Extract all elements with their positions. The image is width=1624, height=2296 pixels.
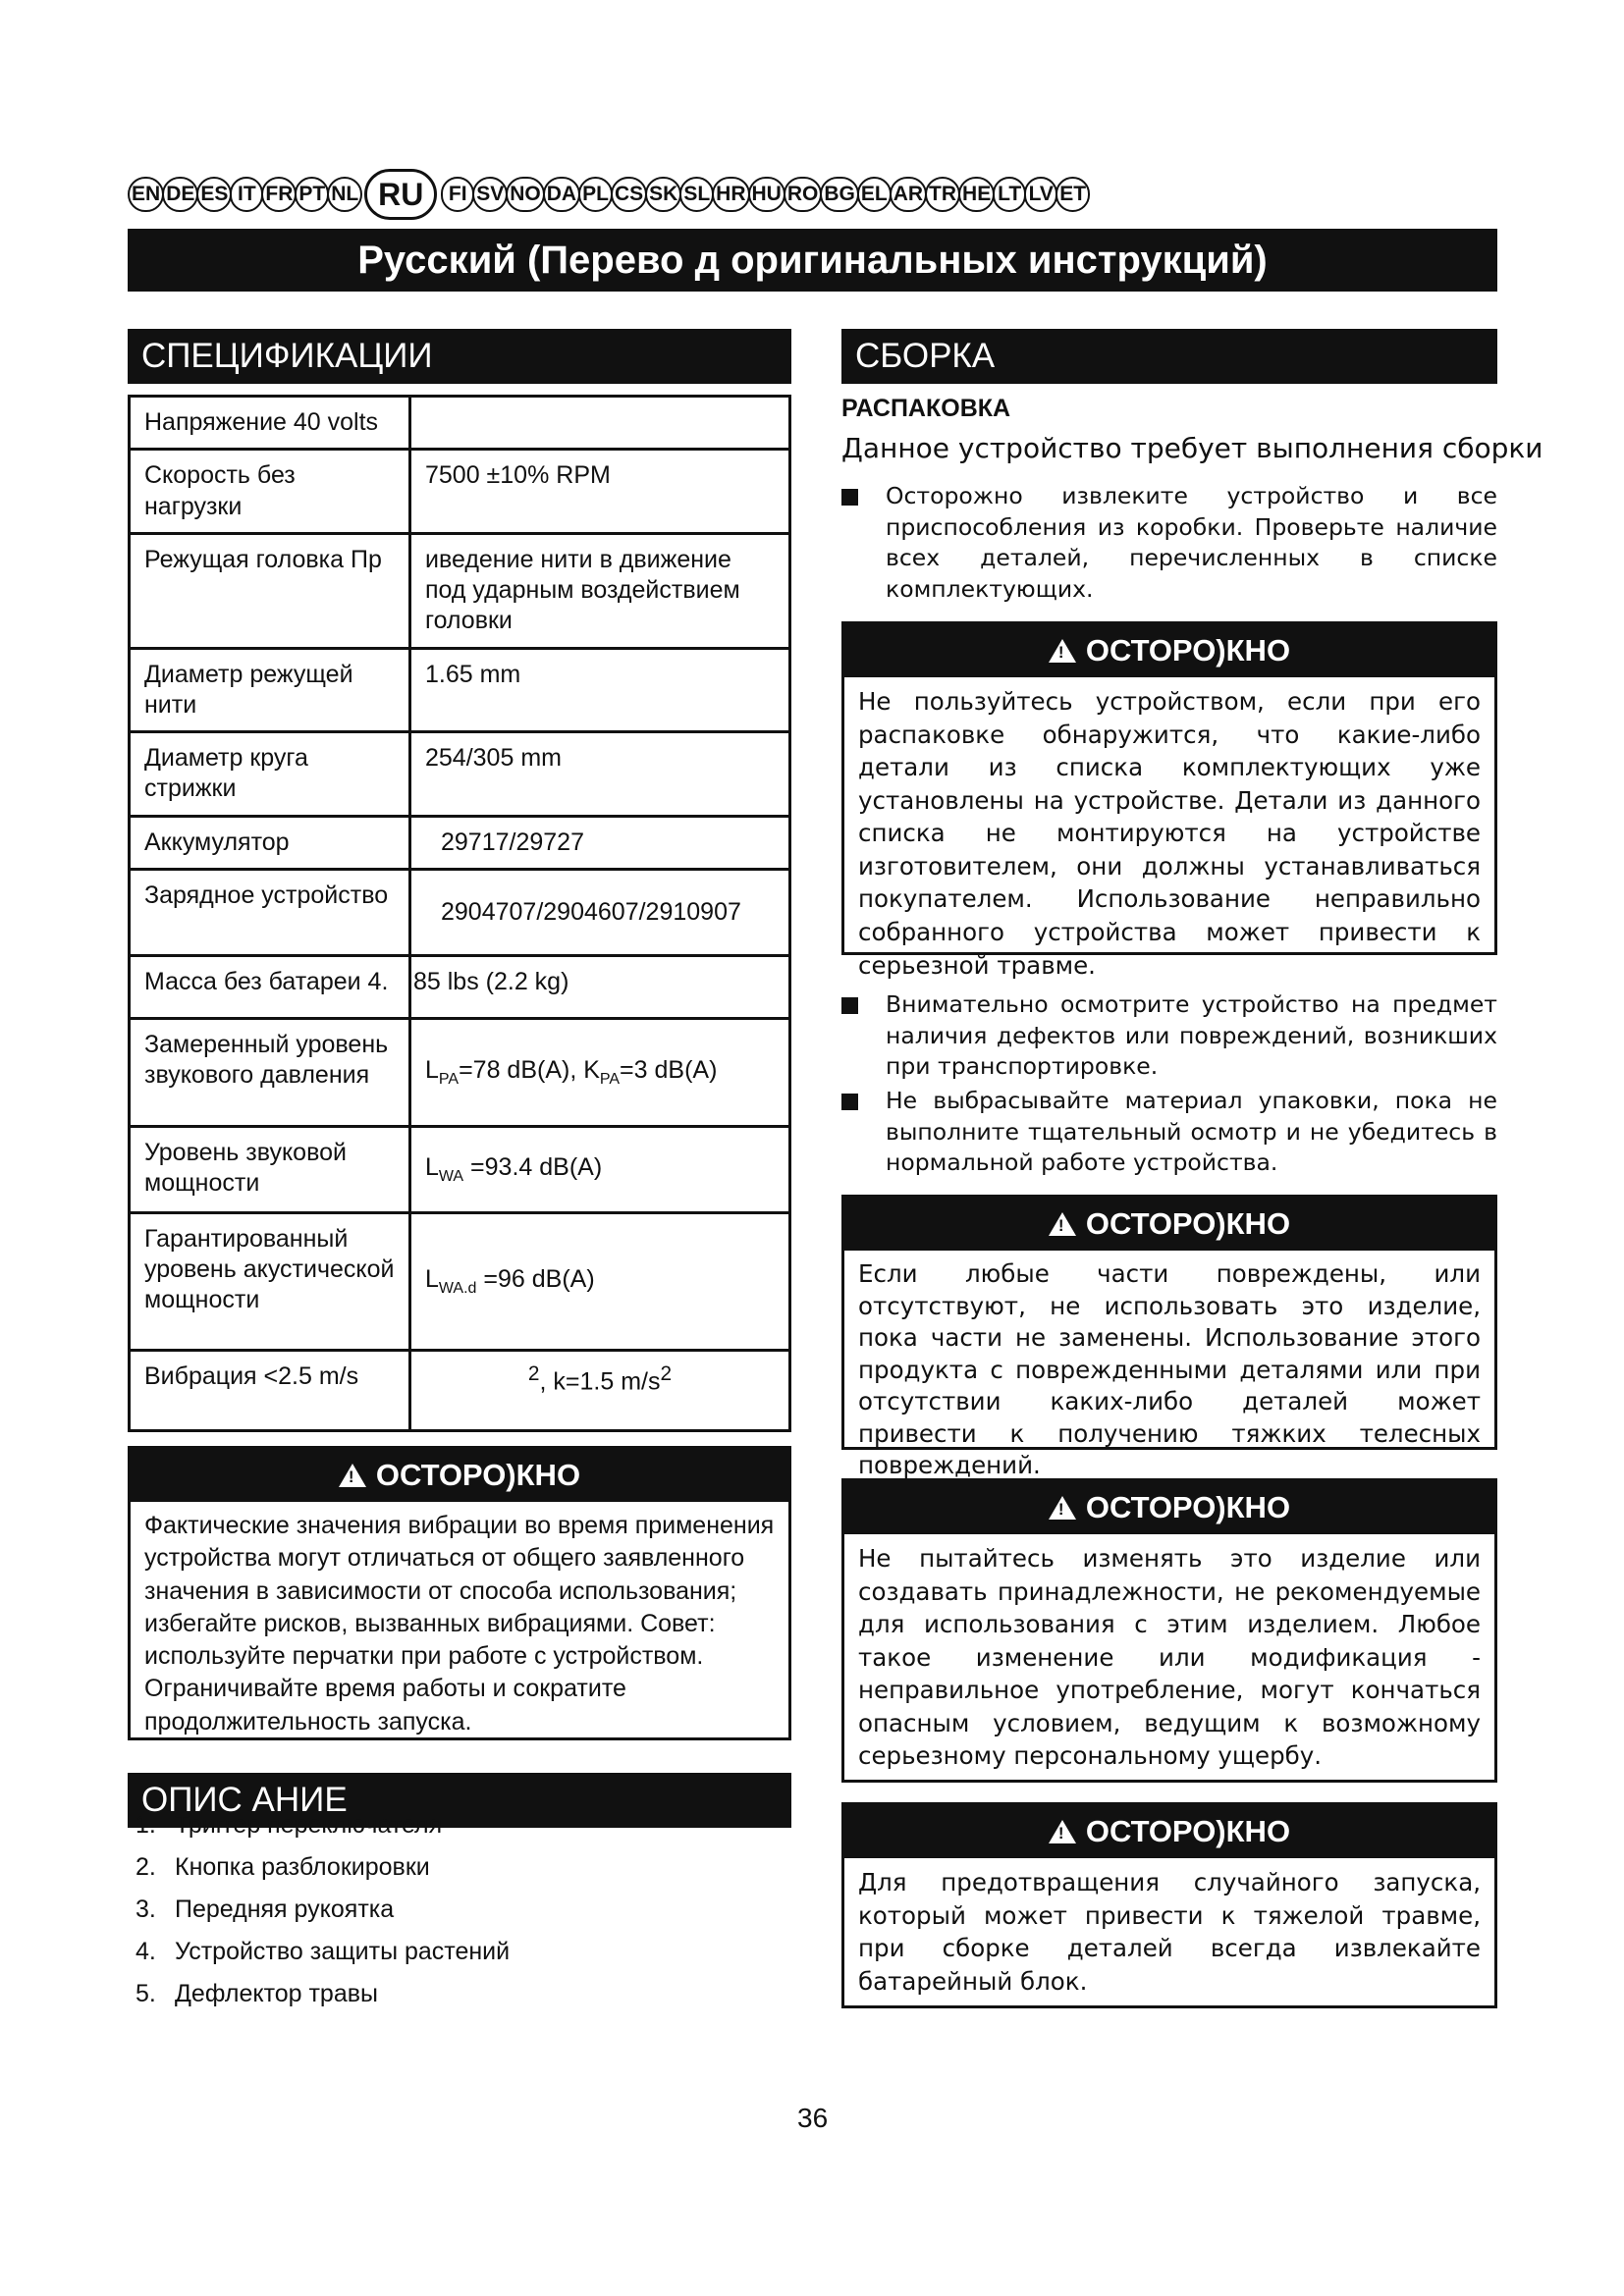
spec-value: $L_{WA} =93.4$ dB(A) (410, 1126, 790, 1212)
page-title: Русский (Перево д оригинальных инструкций) (128, 229, 1497, 292)
spec-label: Замеренный уровень звукового давления (130, 1018, 410, 1126)
language-badge-it: IT (230, 177, 263, 212)
language-badge-da: DA (543, 177, 580, 212)
spec-value: 1.65 mm (410, 648, 790, 732)
assembly-heading: СБОРКА (841, 329, 1497, 384)
table-row (130, 816, 790, 869)
warning-text: Фактические значения вибрации во время применения устройства могут отличаться от общего заявленного значения в зависимости от способа использования; избегайте рисков, вызванных вибрациями. Совет: используйте перчатки при работе с устройством. Ограничивайте время работы и сократите продолжительность запуска. (144, 1512, 775, 1735)
warning-text: Не пользуйтесь устройством, если при его распаковке обнаружится, что какие-либо детали из списка комплектующих уже установлены на устройстве. Детали из данного списка не монтируются на устройстве изготовителем, они должны устанавливаться покупателем. Использование неправильно собранного устройства может привести к серьезной травме. (858, 687, 1481, 980)
language-badge-lv: LV (1024, 177, 1057, 212)
table-row (130, 1212, 790, 1350)
warning-box-modification (841, 1478, 1497, 1783)
spec-label: Вибрация <2.5 m/s (130, 1350, 410, 1430)
list-item: 2. Кнопка разблокировки (135, 1853, 430, 1881)
description-heading: ОПИС АНИЕ (128, 1773, 791, 1828)
assembly-intro: Данное устройство требует выполнения сборки (841, 432, 1543, 464)
language-badge-ar: AR (890, 177, 927, 212)
language-badge-sl: SL (679, 177, 714, 212)
warning-triangle-icon (1049, 1212, 1076, 1236)
warning-label: ОСТОРО)КНО (1085, 1490, 1291, 1524)
list-item: 3. Передняя рукоятка (135, 1896, 395, 1923)
warning-header (844, 1198, 1494, 1251)
spec-value: 7500 ±10% RPM (410, 450, 790, 534)
warning-triangle-icon (1049, 1496, 1076, 1520)
spec-label: Аккумулятор (130, 816, 410, 869)
bullet-square-icon (841, 489, 858, 506)
spec-label: Гарантированный уровень акустической мощности (130, 1212, 410, 1350)
warning-label: ОСТОРО)КНО (375, 1458, 581, 1492)
warning-triangle-icon (1049, 639, 1076, 663)
language-badge-bg: BG (820, 177, 859, 212)
table-row (130, 869, 790, 955)
language-badge-fr: FR (261, 177, 297, 212)
warning-box-damaged-parts (841, 1195, 1497, 1480)
table-row (130, 1018, 790, 1126)
language-badge-et: ET (1056, 177, 1090, 212)
bullet-item: Внимательно осмотрите устройство на предмет наличия дефектов или повреждений, возникших при транспортировке. (841, 989, 1497, 1083)
unpacking-heading: РАСПАКОВКА (841, 395, 1011, 422)
warning-header (844, 624, 1494, 677)
spec-label: Диаметр режущей нити (130, 648, 410, 732)
warning-label: ОСТОРО)КНО (1085, 1206, 1291, 1241)
table-row (130, 648, 790, 732)
list-item: 4. Устройство защиты растений (135, 1938, 511, 1965)
table-row (130, 533, 790, 648)
spec-value (410, 397, 790, 450)
bullet-square-icon (841, 1094, 858, 1110)
warning-triangle-icon (339, 1464, 366, 1487)
spec-label: Масса без батареи 4. (130, 955, 410, 1018)
list-item: 1. Триггер переключателя (135, 1811, 443, 1839)
spec-value: 254/305 mm (410, 732, 790, 817)
language-badge-fi: FI (441, 177, 474, 212)
spec-value: 85 lbs (2.2 kg) (410, 955, 790, 1018)
table-row (130, 397, 790, 450)
spec-value: иведение нити в движение под ударным воздействием головки (410, 533, 790, 648)
list-item: 5. Дефлектор травы (135, 1980, 378, 2007)
table-row (130, 1350, 790, 1430)
language-badge-nl: NL (327, 177, 362, 212)
table-row (130, 1126, 790, 1212)
language-badge-en: EN (128, 177, 164, 212)
bullet-square-icon (841, 997, 858, 1014)
spec-label: Диаметр круга стрижки (130, 732, 410, 817)
language-badge-ru: RU (364, 169, 437, 220)
table-row (130, 955, 790, 1018)
warning-triangle-icon (1049, 1820, 1076, 1843)
language-badge-sk: SK (645, 177, 681, 212)
warning-box-preinstalled (841, 621, 1497, 980)
spec-label: Напряжение 40 volts (130, 397, 410, 450)
language-badge-tr: TR (925, 177, 960, 212)
warning-header (844, 1805, 1494, 1858)
specs-heading: СПЕЦИФИКАЦИИ (128, 329, 791, 384)
language-badge-cs: CS (611, 177, 647, 212)
language-badge-hu: HU (748, 177, 785, 212)
language-badge-lt: LT (993, 177, 1026, 212)
page-number: 36 (797, 2103, 829, 2133)
warning-label: ОСТОРО)КНО (1085, 633, 1291, 667)
spec-label: Режущая головка Пр (130, 533, 410, 648)
bullet-item: Не выбрасывайте материал упаковки, пока не выполните тщательный осмотр и не убедитесь в нормальной работе устройства. (841, 1086, 1497, 1179)
warning-text: Для предотвращения случайного запуска, который может привести к тяжелой травме, при сборке деталей всегда извлекайте батарейный блок. (858, 1868, 1481, 1996)
language-badge-he: HE (958, 177, 995, 212)
specs-table (128, 395, 791, 1432)
warning-header (131, 1449, 788, 1502)
spec-value: 2904707/2904607/2910907 (410, 869, 790, 955)
language-badge-el: EL (857, 177, 892, 212)
table-row (130, 450, 790, 534)
language-badge-no: NO (506, 177, 545, 212)
bullet-item: Осторожно извлеките устройство и все приспособления из коробки. Проверьте наличие всех деталей, перечисленных в списке комплектующих. (841, 481, 1497, 606)
spec-value: $L_{PA}=78$ dB(A), $K_{PA}=3$ dB(A) (410, 1018, 790, 1126)
language-badge-es: ES (196, 177, 232, 212)
language-badge-pt: PT (295, 177, 329, 212)
warning-label: ОСТОРО)КНО (1085, 1814, 1291, 1848)
language-bar (128, 165, 1502, 224)
language-badge-pl: PL (578, 177, 613, 212)
language-badge-de: DE (162, 177, 198, 212)
spec-value: 29717/29727 (410, 816, 790, 869)
language-badge-sv: SV (472, 177, 508, 212)
spec-value: $^2$, k=1.5 $m/s^2$ (410, 1350, 790, 1430)
warning-text: Не пытайтесь изменять это изделие или создавать принадлежности, не рекомендуемые для использования с этим изделием. Любое такое изменение или модификация - неправильное употребление, могут кончаться опасным условием, ведущим к возможному серьезному персональному ущербу. (858, 1544, 1481, 1771)
spec-label: Скорость без нагрузки (130, 450, 410, 534)
warning-box-battery (841, 1802, 1497, 2008)
spec-label: Уровень звуковой мощности (130, 1126, 410, 1212)
warning-header (844, 1481, 1494, 1534)
spec-label: Зарядное устройство (130, 869, 410, 955)
language-badge-ro: RO (784, 177, 823, 212)
warning-text: Если любые части повреждены, или отсутствуют, не использовать это изделие, пока части не заменены. Использование этого продукта с поврежденными деталями или при отсутствии каких-либо деталей может привести к получению тяжких телесных повреждений. (858, 1259, 1481, 1480)
language-badge-hr: HR (712, 177, 749, 212)
table-row (130, 732, 790, 817)
warning-box-vibration (128, 1446, 791, 1740)
spec-value: $L_{WA.d} =96$ dB(A) (410, 1212, 790, 1350)
